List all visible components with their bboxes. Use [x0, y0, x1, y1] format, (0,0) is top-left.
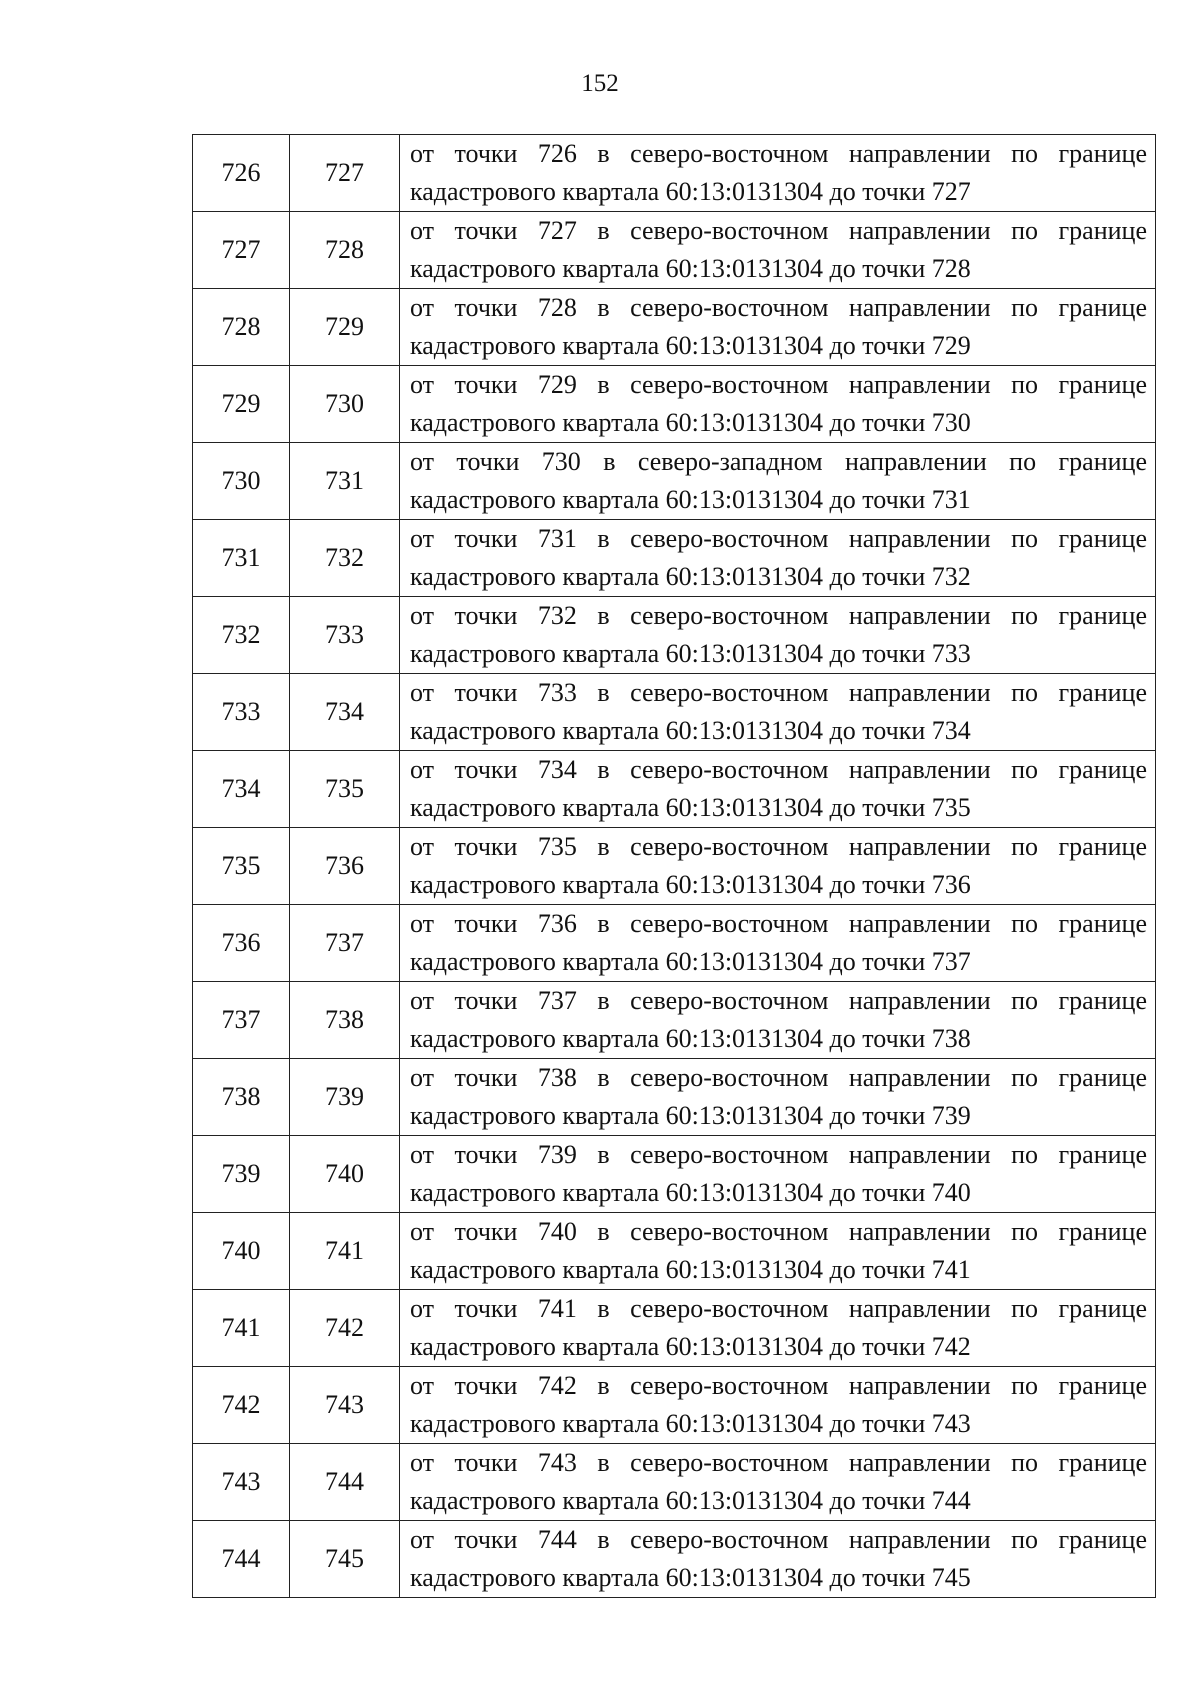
from-point-cell: 744: [193, 1521, 290, 1598]
table-row: [193, 982, 1156, 1059]
description-cell: от точки 733 в северо-восточном направлении по границе кадастрового квартала 60:13:0131304 до точки 734: [400, 674, 1156, 751]
table-row: [193, 597, 1156, 674]
description-cell: от точки 740 в северо-восточном направлении по границе кадастрового квартала 60:13:0131304 до точки 741: [400, 1213, 1156, 1290]
from-point-cell: 736: [193, 905, 290, 982]
to-point-cell: 737: [290, 905, 400, 982]
table-row: [193, 443, 1156, 520]
to-point-cell: 729: [290, 289, 400, 366]
description-cell: от точки 727 в северо-восточном направлении по границе кадастрового квартала 60:13:0131304 до точки 728: [400, 212, 1156, 289]
description-cell: от точки 744 в северо-восточном направлении по границе кадастрового квартала 60:13:0131304 до точки 745: [400, 1521, 1156, 1598]
table-row: [193, 674, 1156, 751]
table-row: [193, 1059, 1156, 1136]
table-row: [193, 828, 1156, 905]
table-row: [193, 1521, 1156, 1598]
to-point-cell: 731: [290, 443, 400, 520]
table-row: [193, 1444, 1156, 1521]
description-cell: от точки 726 в северо-восточном направлении по границе кадастрового квартала 60:13:0131304 до точки 727: [400, 135, 1156, 212]
to-point-cell: 733: [290, 597, 400, 674]
boundary-table-body: [193, 135, 1156, 1598]
description-cell: от точки 729 в северо-восточном направлении по границе кадастрового квартала 60:13:0131304 до точки 730: [400, 366, 1156, 443]
from-point-cell: 726: [193, 135, 290, 212]
description-cell: от точки 735 в северо-восточном направлении по границе кадастрового квартала 60:13:0131304 до точки 736: [400, 828, 1156, 905]
table-row: [193, 289, 1156, 366]
description-cell: от точки 743 в северо-восточном направлении по границе кадастрового квартала 60:13:0131304 до точки 744: [400, 1444, 1156, 1521]
to-point-cell: 739: [290, 1059, 400, 1136]
table-row: [193, 135, 1156, 212]
from-point-cell: 737: [193, 982, 290, 1059]
to-point-cell: 740: [290, 1136, 400, 1213]
from-point-cell: 740: [193, 1213, 290, 1290]
description-cell: от точки 728 в северо-восточном направлении по границе кадастрового квартала 60:13:0131304 до точки 729: [400, 289, 1156, 366]
from-point-cell: 741: [193, 1290, 290, 1367]
to-point-cell: 727: [290, 135, 400, 212]
to-point-cell: 744: [290, 1444, 400, 1521]
from-point-cell: 727: [193, 212, 290, 289]
table-row: [193, 905, 1156, 982]
table-row: [193, 751, 1156, 828]
table-row: [193, 366, 1156, 443]
boundary-table: [192, 134, 1156, 1598]
from-point-cell: 732: [193, 597, 290, 674]
to-point-cell: 738: [290, 982, 400, 1059]
table-row: [193, 1290, 1156, 1367]
from-point-cell: 734: [193, 751, 290, 828]
to-point-cell: 730: [290, 366, 400, 443]
from-point-cell: 731: [193, 520, 290, 597]
description-cell: от точки 742 в северо-восточном направлении по границе кадастрового квартала 60:13:0131304 до точки 743: [400, 1367, 1156, 1444]
page-number: 152: [581, 70, 619, 97]
description-cell: от точки 736 в северо-восточном направлении по границе кадастрового квартала 60:13:0131304 до точки 737: [400, 905, 1156, 982]
to-point-cell: 728: [290, 212, 400, 289]
description-cell: от точки 737 в северо-восточном направлении по границе кадастрового квартала 60:13:0131304 до точки 738: [400, 982, 1156, 1059]
from-point-cell: 729: [193, 366, 290, 443]
to-point-cell: 745: [290, 1521, 400, 1598]
to-point-cell: 734: [290, 674, 400, 751]
from-point-cell: 739: [193, 1136, 290, 1213]
to-point-cell: 732: [290, 520, 400, 597]
to-point-cell: 736: [290, 828, 400, 905]
from-point-cell: 730: [193, 443, 290, 520]
from-point-cell: 728: [193, 289, 290, 366]
to-point-cell: 742: [290, 1290, 400, 1367]
from-point-cell: 735: [193, 828, 290, 905]
to-point-cell: 741: [290, 1213, 400, 1290]
description-cell: от точки 730 в северо-западном направлении по границе кадастрового квартала 60:13:0131304 до точки 731: [400, 443, 1156, 520]
table-row: [193, 1213, 1156, 1290]
from-point-cell: 742: [193, 1367, 290, 1444]
table-row: [193, 1367, 1156, 1444]
description-cell: от точки 739 в северо-восточном направлении по границе кадастрового квартала 60:13:0131304 до точки 740: [400, 1136, 1156, 1213]
description-cell: от точки 734 в северо-восточном направлении по границе кадастрового квартала 60:13:0131304 до точки 735: [400, 751, 1156, 828]
from-point-cell: 733: [193, 674, 290, 751]
description-cell: от точки 741 в северо-восточном направлении по границе кадастрового квартала 60:13:0131304 до точки 742: [400, 1290, 1156, 1367]
to-point-cell: 735: [290, 751, 400, 828]
from-point-cell: 743: [193, 1444, 290, 1521]
from-point-cell: 738: [193, 1059, 290, 1136]
table-row: [193, 212, 1156, 289]
to-point-cell: 743: [290, 1367, 400, 1444]
table-row: [193, 1136, 1156, 1213]
description-cell: от точки 738 в северо-восточном направлении по границе кадастрового квартала 60:13:0131304 до точки 739: [400, 1059, 1156, 1136]
description-cell: от точки 731 в северо-восточном направлении по границе кадастрового квартала 60:13:0131304 до точки 732: [400, 520, 1156, 597]
description-cell: от точки 732 в северо-восточном направлении по границе кадастрового квартала 60:13:0131304 до точки 733: [400, 597, 1156, 674]
table-row: [193, 520, 1156, 597]
